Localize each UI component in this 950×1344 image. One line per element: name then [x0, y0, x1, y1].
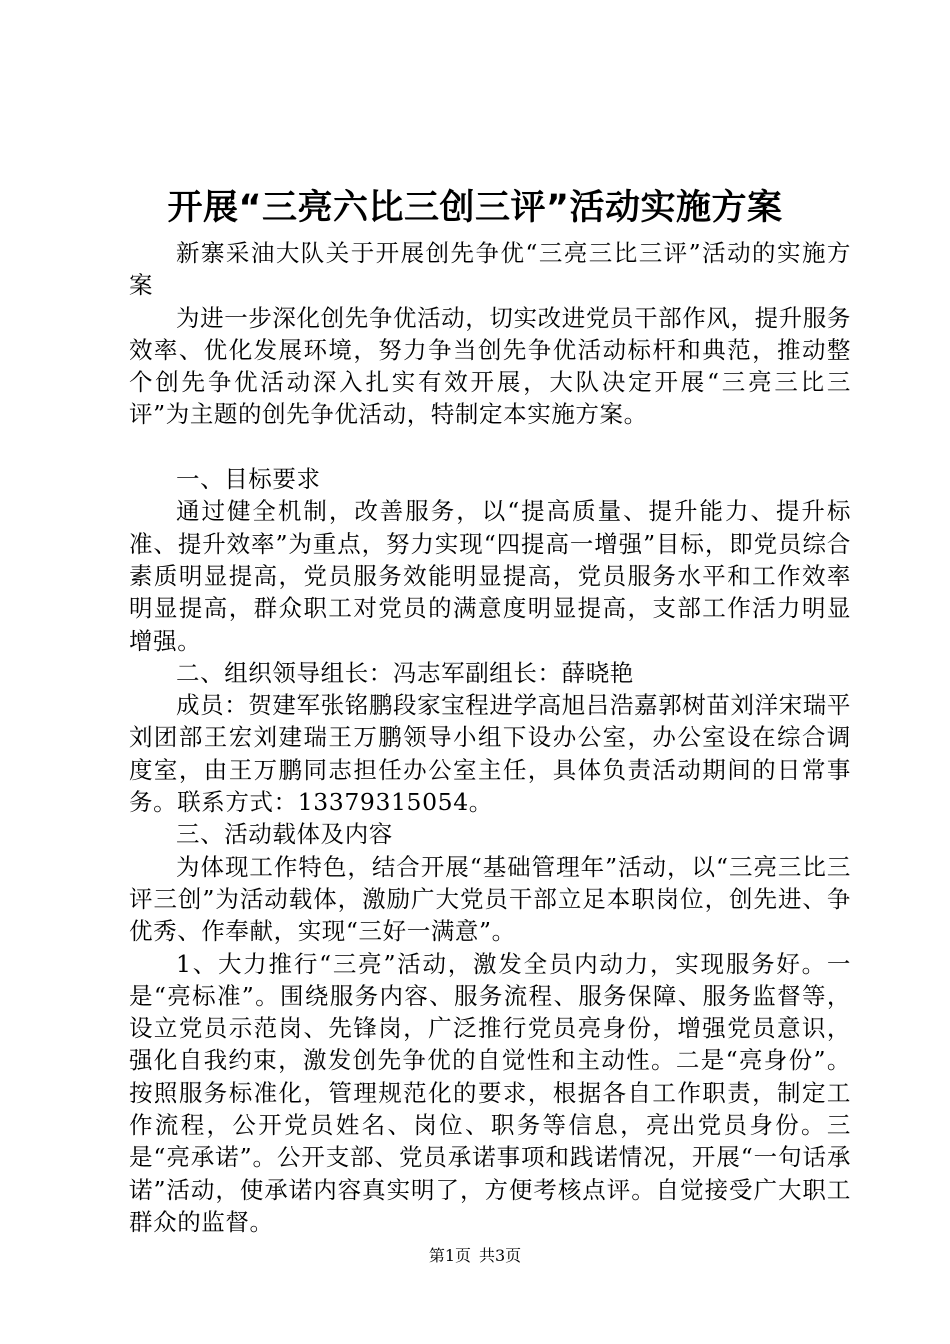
paragraph-three-liang: 1、大力推行“三亮”活动，激发全员内动力，实现服务好。一是“亮标准”。围绕服务内容、服务流程、服务保障、服务监督等，设立党员示范岗、先锋岗，广泛推行党员亮身份，增强党员意识，强化自我约束，激发创先争优的自觉性和主动性。二是“亮身份”。按照服务标准化，管理规范化的要求，根据各自工作职责，制定工作流程，公开党员姓名、岗位、职务等信息，亮出党员身份。三是“亮承诺”。公开支部、党员承诺事项和践诺情况，开展“一句话承诺”活动，使承诺内容真实明了，方便考核点评。自觉接受广大职工群众的监督。: [129, 949, 851, 1236]
page-total: 共3页: [479, 1246, 522, 1265]
page-number: 第1页: [428, 1246, 471, 1265]
paragraph-goals: 通过健全机制，改善服务，以“提高质量、提升能力、提升标准、提升效率”为重点，努力实现“四提高一增强”目标，即党员综合素质明显提高，党员服务效能明显提高，党员服务水平和工作效率明显提高，群众职工对党员的满意度明显提高，支部工作活力明显增强。: [129, 497, 851, 655]
document-body: [129, 237, 851, 1238]
page-footer: [0, 1244, 950, 1268]
paragraph-subtitle: 新寨采油大队关于开展创先争优“三亮三比三评”活动的实施方案: [129, 239, 851, 300]
paragraph-members: 成员：贺建军张铭鹏段家宝程进学高旭吕浩嘉郭树苗刘洋宋瑞平刘团部王宏刘建瑞王万鹏领导小组下设办公室，办公室设在综合调度室，由王万鹏同志担任办公室主任，具体负责活动期间的日常事务。联系方式：13379315054。: [129, 691, 851, 817]
paragraph-intro: 为进一步深化创先争优活动，切实改进党员干部作风，提升服务效率、优化发展环境，努力争当创先争优活动标杆和典范，推动整个创先争优活动深入扎实有效开展，大队决定开展“三亮三比三评”为主题的创先争优活动，特制定本实施方案。: [129, 303, 851, 429]
blank-line: [129, 431, 851, 463]
section-heading-goals: 一、目标要求: [176, 465, 321, 494]
paragraph-activities: 为体现工作特色，结合开展“基础管理年”活动，以“三亮三比三评三创”为活动载体，激励广大党员干部立足本职岗位，创先进、争优秀、作奉献，实现“三好一满意”。: [129, 852, 851, 946]
document-title: 开展“三亮六比三创三评”活动实施方案: [167, 188, 783, 228]
section-heading-leadership: 二、组织领导组长：冯志军副组长：薛晓艳: [176, 658, 634, 687]
section-heading-activities: 三、活动载体及内容: [176, 820, 393, 849]
